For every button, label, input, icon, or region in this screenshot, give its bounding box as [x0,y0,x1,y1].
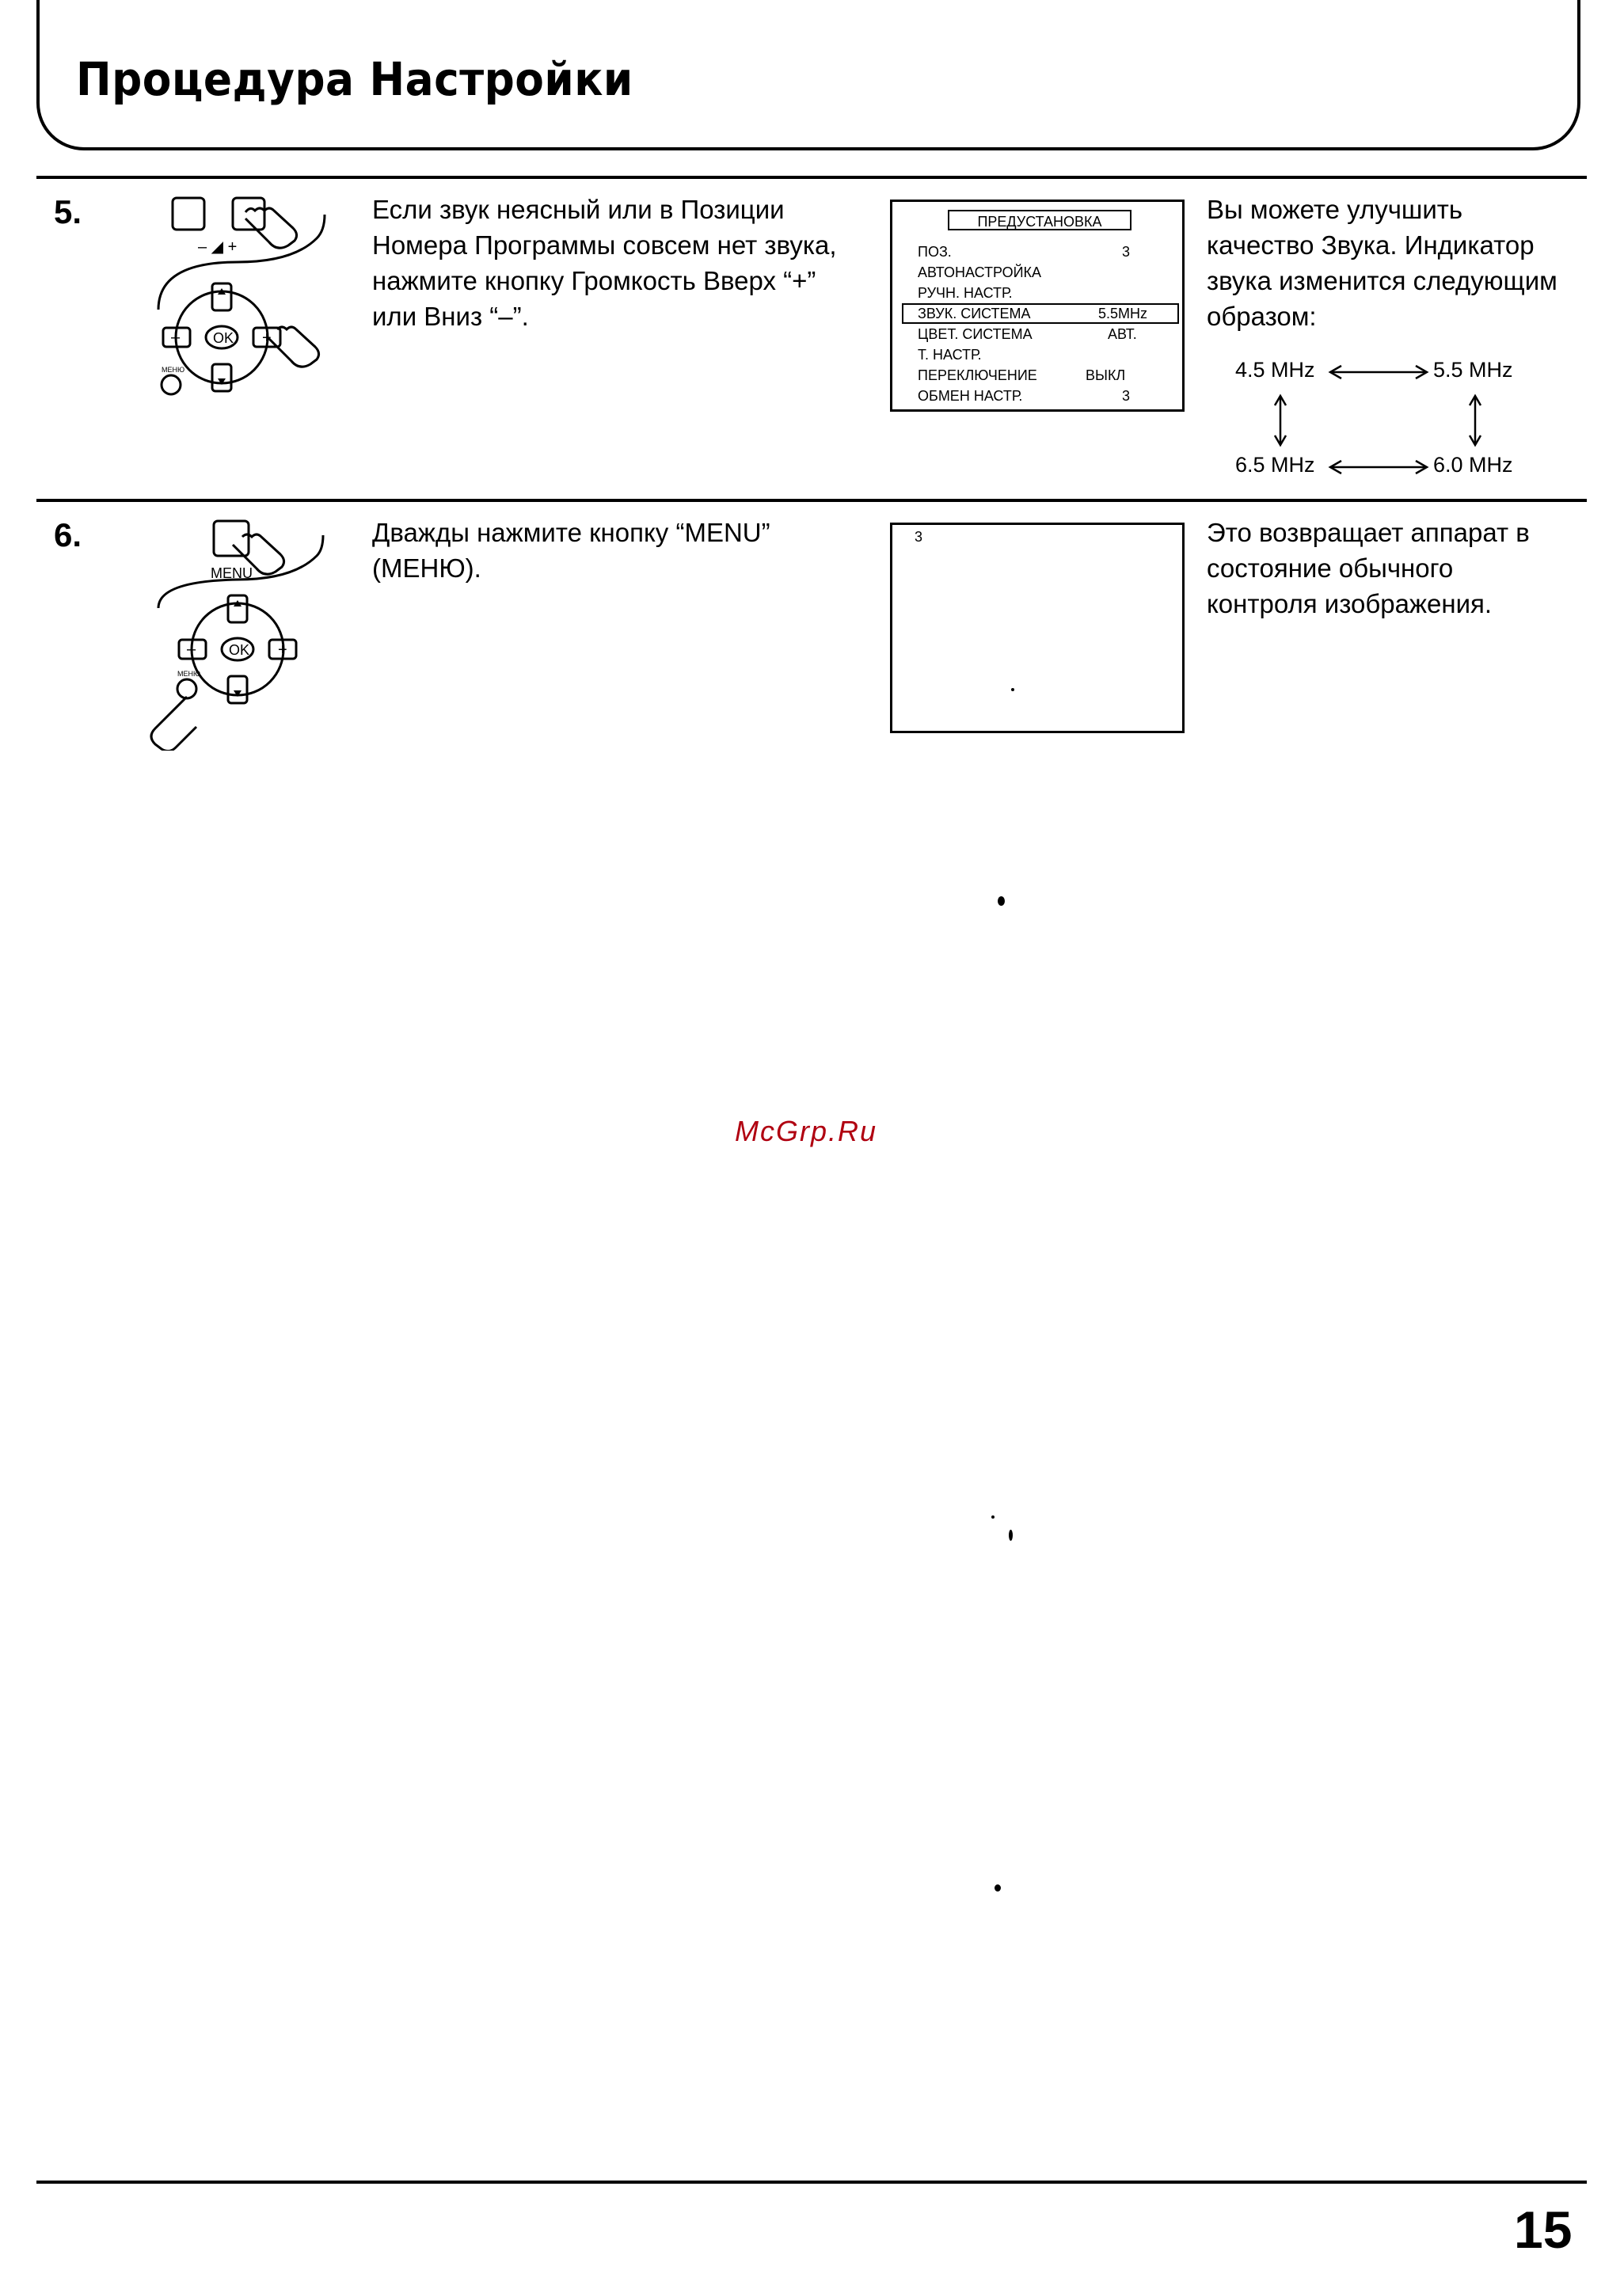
plus-label: + [278,641,287,659]
step5-result: Вы можете улучшить качество Звука. Индикатор звука изменится следующим образом: [1207,195,1557,331]
step-number: 6. [54,516,82,553]
channel-number: 3 [915,529,923,545]
menu-small-label: МЕНЮ [177,670,201,678]
osd-row-label: РУЧН. НАСТР. [918,285,1013,301]
osd-row-value: 3 [1122,388,1131,404]
step6-instruction: Дважды нажмите кнопку “MENU” (МЕНЮ). [372,518,770,583]
minus-label: – [187,641,196,658]
mhz-6-0: 6.0 MHz [1433,453,1513,477]
osd-row-value: АВТ. [1108,326,1137,342]
osd-row-value: 5.5MHz [1098,306,1148,321]
menu-key [162,375,181,394]
menu-label: MENU [211,565,253,581]
watermark: McGrp.Ru [735,1115,878,1147]
page-number: 15 [1514,2200,1573,2259]
ok-label: OK [229,642,250,658]
osd-row-label: ОБМЕН НАСТР. [918,388,1023,404]
mhz-5-5: 5.5 MHz [1433,358,1513,382]
osd-row-label: ЦВЕТ. СИСТЕМА [918,326,1033,342]
vertical-arrow-right [1463,393,1487,448]
down-key [212,364,231,391]
menu-small-key [177,679,196,698]
minus-label: – [171,329,181,346]
mhz-4-5: 4.5 MHz [1235,358,1315,382]
ok-label: OK [213,330,234,346]
plus-label: + [262,329,272,347]
osd-preset-menu [890,200,1185,412]
step6-result: Это возвращает аппарат в состояние обычного контроля изображения. [1207,518,1530,618]
osd-row-value: ВЫКЛ [1086,367,1126,383]
volume-label: – ◢ + [198,238,238,256]
volume-up-key [233,198,264,230]
menu-key [214,521,249,556]
volume-down-key [173,198,204,230]
osd-row-value: 3 [1122,244,1131,260]
osd-row-label: ЗВУК. СИСТЕМА [918,306,1031,321]
section-divider [36,499,1587,502]
remote-illustration-menu [135,513,348,751]
mhz-6-5: 6.5 MHz [1235,453,1315,477]
osd-row-label: ПЕРЕКЛЮЧЕНИЕ [918,367,1037,383]
step5-instruction: Если звук неясный или в Позиции Номера Программы совсем нет звука, нажмите кнопку Громкость Вверх “+” или Вниз “–”. [372,195,837,331]
down-key [228,676,247,703]
osd-row-label: АВТОНАСТРОЙКА [918,264,1042,280]
vertical-arrow-left [1268,393,1292,448]
pressing-hand-icon [245,208,297,248]
remote-illustration-volume [135,187,340,401]
pressing-hand-icon-2 [151,697,196,751]
page-title: Процедура Настройки [76,52,633,106]
step-number: 5. [54,193,82,230]
tv-screen [890,523,1185,733]
osd-row-label: Т. НАСТР. [918,347,982,363]
scan-speck [995,1884,1001,1892]
scan-speck [998,896,1005,906]
up-key [212,283,231,310]
footer-divider [36,2181,1587,2184]
osd-row-label: ПОЗ. [918,244,952,260]
up-key [228,595,247,622]
menu-small-label: МЕНЮ [162,366,185,374]
scan-speck [991,1515,995,1519]
section-divider [36,176,1587,179]
scan-speck [1009,1530,1013,1541]
osd-title: ПРЕДУСТАНОВКА [948,210,1131,230]
